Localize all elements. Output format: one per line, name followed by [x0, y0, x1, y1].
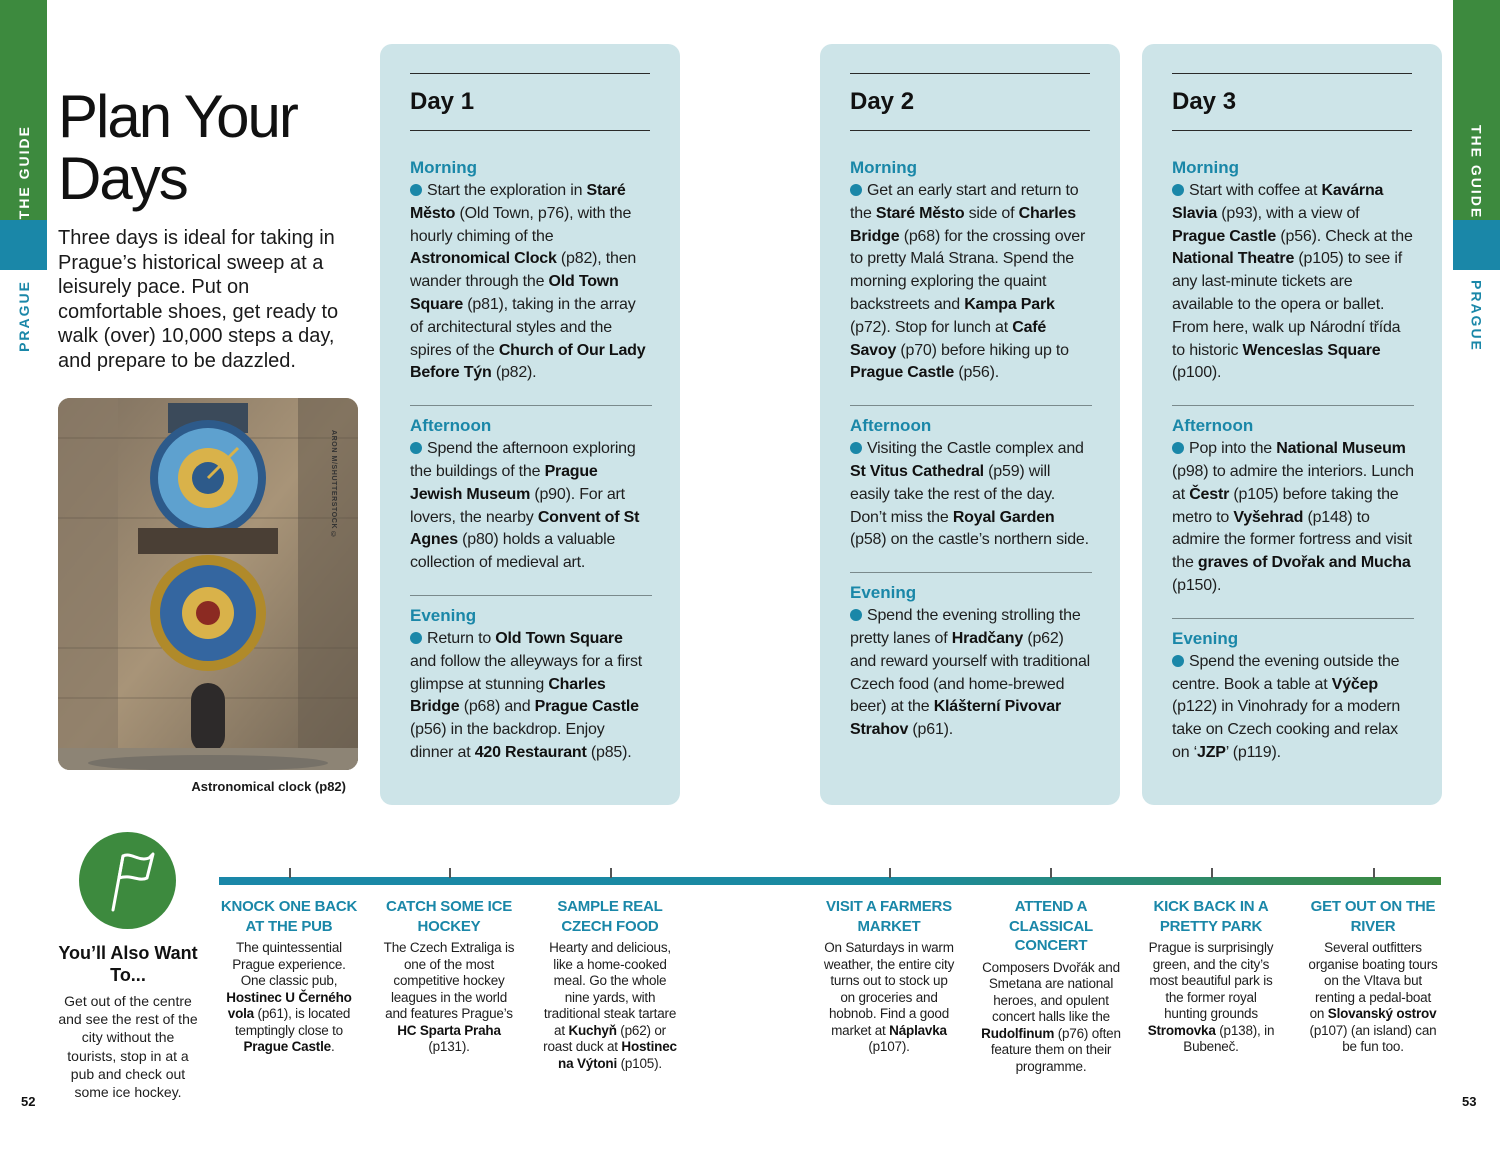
bullet-icon — [850, 184, 862, 196]
activity-heading: KNOCK ONE BACK AT THE PUB — [220, 898, 358, 935]
timeline-tick — [449, 868, 451, 878]
day-section — [1172, 414, 1414, 619]
section-text: Spend the evening strolling the pretty lanes of Hradčany (p62) and reward yourself with traditional Czech food (and home-brewed beer) at the Klášterní Pivovar Strahov (p61). — [850, 607, 1091, 739]
right-section-tab — [1453, 0, 1500, 352]
section-text: Start the exploration in Staré Město (Old Town, p76), with the hourly chiming of the Astronomical Clock (p82), then wander through the Old Town Square (p81), taking in the array of architectural styles and the spires of the Church of Our Lady Before Týn (p82). — [410, 182, 646, 382]
activity-heading: SAMPLE REAL CZECH FOOD — [557, 898, 663, 935]
activity-text: Hearty and delicious, like a home-cooked meal. Go the whole nine yards, with traditional steak tartare at Kuchyň (p62) or roast duck at Hostinec na Výtoni (p105). — [543, 940, 677, 1071]
day-section — [410, 156, 652, 406]
activity-heading: ATTEND A CLASSICAL CONCERT — [1008, 898, 1094, 954]
photo-credit: ARON M/SHUTTERSTOCK © — [330, 430, 337, 540]
activity-text: On Saturdays in warm weather, the entire city turns out to stock up on groceries and hobnob. Find a good market at Náplavka (p107). — [823, 940, 955, 1054]
section-text: Spend the evening outside the centre. Book a table at Výčep (p122) in Vinohrady for a modern take on Czech cooking and relax on ‘JZP’ (p119). — [1172, 652, 1401, 761]
section-heading: Evening — [850, 583, 917, 603]
section-heading: Morning — [410, 158, 478, 177]
day-1-card — [380, 44, 680, 805]
section-label-city-right: PRAGUE — [1468, 280, 1485, 352]
flag-icon — [79, 832, 176, 929]
section-heading: Afternoon — [1172, 416, 1254, 436]
section-text: Visiting the Castle complex and St Vitus Cathedral (p59) will easily take the rest of the day. Don’t miss the Royal Garden (p58) on the castle’s northern side. — [850, 440, 1089, 549]
section-heading: Afternoon — [410, 416, 492, 436]
day-title: Day 3 — [1172, 88, 1237, 115]
day-3-card — [1142, 44, 1442, 805]
bullet-icon — [850, 442, 862, 454]
day-section — [850, 581, 1092, 762]
day-3-body — [1172, 152, 1414, 793]
section-text: Pop into the National Museum (p98) to admire the interiors. Lunch at Čestr (p105) before taking the metro to Vyšehrad (p148) to admire the former fortress and visit the graves of Dvořak and Mucha (p150). — [1172, 440, 1414, 594]
section-text: Get an early start and return to the Staré Město side of Charles Bridge (p68) for the crossing over to pretty Malá Strana. Spend the morning exploring the quaint backstreets and Kampa Park (p72). Stop for lunch at Café Savoy (p70) before hiking up to Prague Castle (p56). — [850, 182, 1086, 382]
section-heading: Evening — [1172, 628, 1239, 648]
bullet-icon — [410, 184, 422, 196]
page-number-right: 53 — [1462, 1094, 1477, 1109]
timeline-tick — [889, 868, 891, 878]
day-section — [850, 414, 1092, 573]
flag-badge — [79, 832, 176, 929]
activity-heading: KICK BACK IN A PRETTY PARK — [1153, 898, 1269, 935]
timeline-tick — [1373, 868, 1375, 878]
bullet-icon — [850, 609, 862, 621]
section-heading: Afternoon — [850, 416, 932, 436]
section-label-guide: THE GUIDE — [15, 125, 32, 220]
page-number-left: 52 — [21, 1094, 36, 1109]
left-section-tab — [0, 0, 47, 352]
section-text: Start with coffee at Kavárna Slavia (p93), with a view of Prague Castle (p56). Check at the National Theatre (p105) to see if any last-minute tickets are available to the opera or ballet. From here, walk up Národní třída to historic Wenceslas Square (p100). — [1172, 182, 1413, 382]
activity-heading: GET OUT ON THE RIVER — [1310, 898, 1436, 935]
activity-item — [1145, 897, 1277, 1056]
day-2-body — [850, 152, 1092, 770]
activity-heading: VISIT A FARMERS MARKET — [826, 898, 952, 935]
page-title: Plan Your Days — [58, 83, 297, 212]
bullet-icon — [1172, 442, 1184, 454]
day-section — [850, 156, 1092, 406]
day-section — [410, 604, 652, 785]
section-heading: Morning — [1172, 158, 1240, 177]
activity-text: Prague is surprisingly green, and the city’s most beautiful park is the former royal hunting grounds Stromovka (p138), in Bubeneč. — [1147, 940, 1275, 1054]
section-text: Return to Old Town Square and follow the alleyways for a first glimpse at stunning Charles Bridge (p68) and Prague Castle (p56) in the backdrop. Enjoy dinner at 420 Restaurant (p85). — [410, 629, 643, 761]
bullet-icon — [1172, 655, 1184, 667]
activity-text: Several outfitters organise boating tours on the Vltava but renting a pedal-boat on Slovanský ostrov (p107) (an island) can be fun too. — [1308, 940, 1438, 1054]
activity-item — [1308, 897, 1438, 1056]
activity-text: The Czech Extraliga is one of the most competitive hockey leagues in the world and features Prague’s HC Sparta Praha (p131). — [383, 940, 515, 1054]
day-title: Day 2 — [850, 88, 915, 115]
activity-text: Composers Dvořák and Smetana are national heroes, and opulent concert halls like the Rudolfinum (p76) often feature them on their programme. — [981, 959, 1121, 1074]
bullet-icon — [410, 632, 422, 644]
day-title: Day 1 — [410, 88, 475, 115]
also-text: Get out of the centre and see the rest of the city without the tourists, stop in at a pub and check out some ice hockey. — [58, 993, 198, 1101]
day-2-card — [820, 44, 1120, 805]
section-heading: Morning — [850, 158, 918, 177]
also-title: You’ll Also Want To... — [58, 943, 198, 985]
section-label-guide-right: THE GUIDE — [1468, 125, 1485, 220]
section-text: Spend the afternoon exploring the buildings of the Prague Jewish Museum (p90). For art lovers, the nearby Convent of St Agnes (p80) holds a valuable collection of medieval art. — [410, 440, 640, 572]
timeline-tick — [1050, 868, 1052, 878]
timeline-bar — [219, 877, 1441, 885]
timeline-tick — [1211, 868, 1213, 878]
activity-heading: CATCH SOME ICE HOCKEY — [385, 898, 513, 935]
activity-text: The quintessential Prague experience. One classic pub, Hostinec U Černého vola (p61), is located temptingly close to Prague Castle. — [226, 940, 352, 1054]
day-section — [1172, 156, 1414, 406]
astronomical-clock-photo — [58, 398, 358, 770]
activity-item — [383, 897, 515, 1056]
section-heading: Evening — [410, 605, 477, 625]
section-label-city: PRAGUE — [15, 280, 32, 352]
activity-item — [972, 897, 1130, 1075]
intro-paragraph: Three days is ideal for taking in Prague’s historical sweep at a leisurely pace. Put on comfortable shoes, get ready to walk (over) 10,000 steps a day, and prepare to be dazzled. — [58, 227, 339, 372]
activity-item — [220, 897, 358, 1056]
activity-item — [822, 897, 956, 1056]
bullet-icon — [1172, 184, 1184, 196]
bullet-icon — [410, 442, 422, 454]
timeline-tick — [610, 868, 612, 878]
day-section — [1172, 627, 1414, 785]
day-1-body — [410, 152, 652, 793]
day-section — [410, 414, 652, 596]
photo-caption: Astronomical clock (p82) — [191, 779, 346, 794]
timeline-tick — [289, 868, 291, 878]
activity-item — [543, 897, 677, 1072]
